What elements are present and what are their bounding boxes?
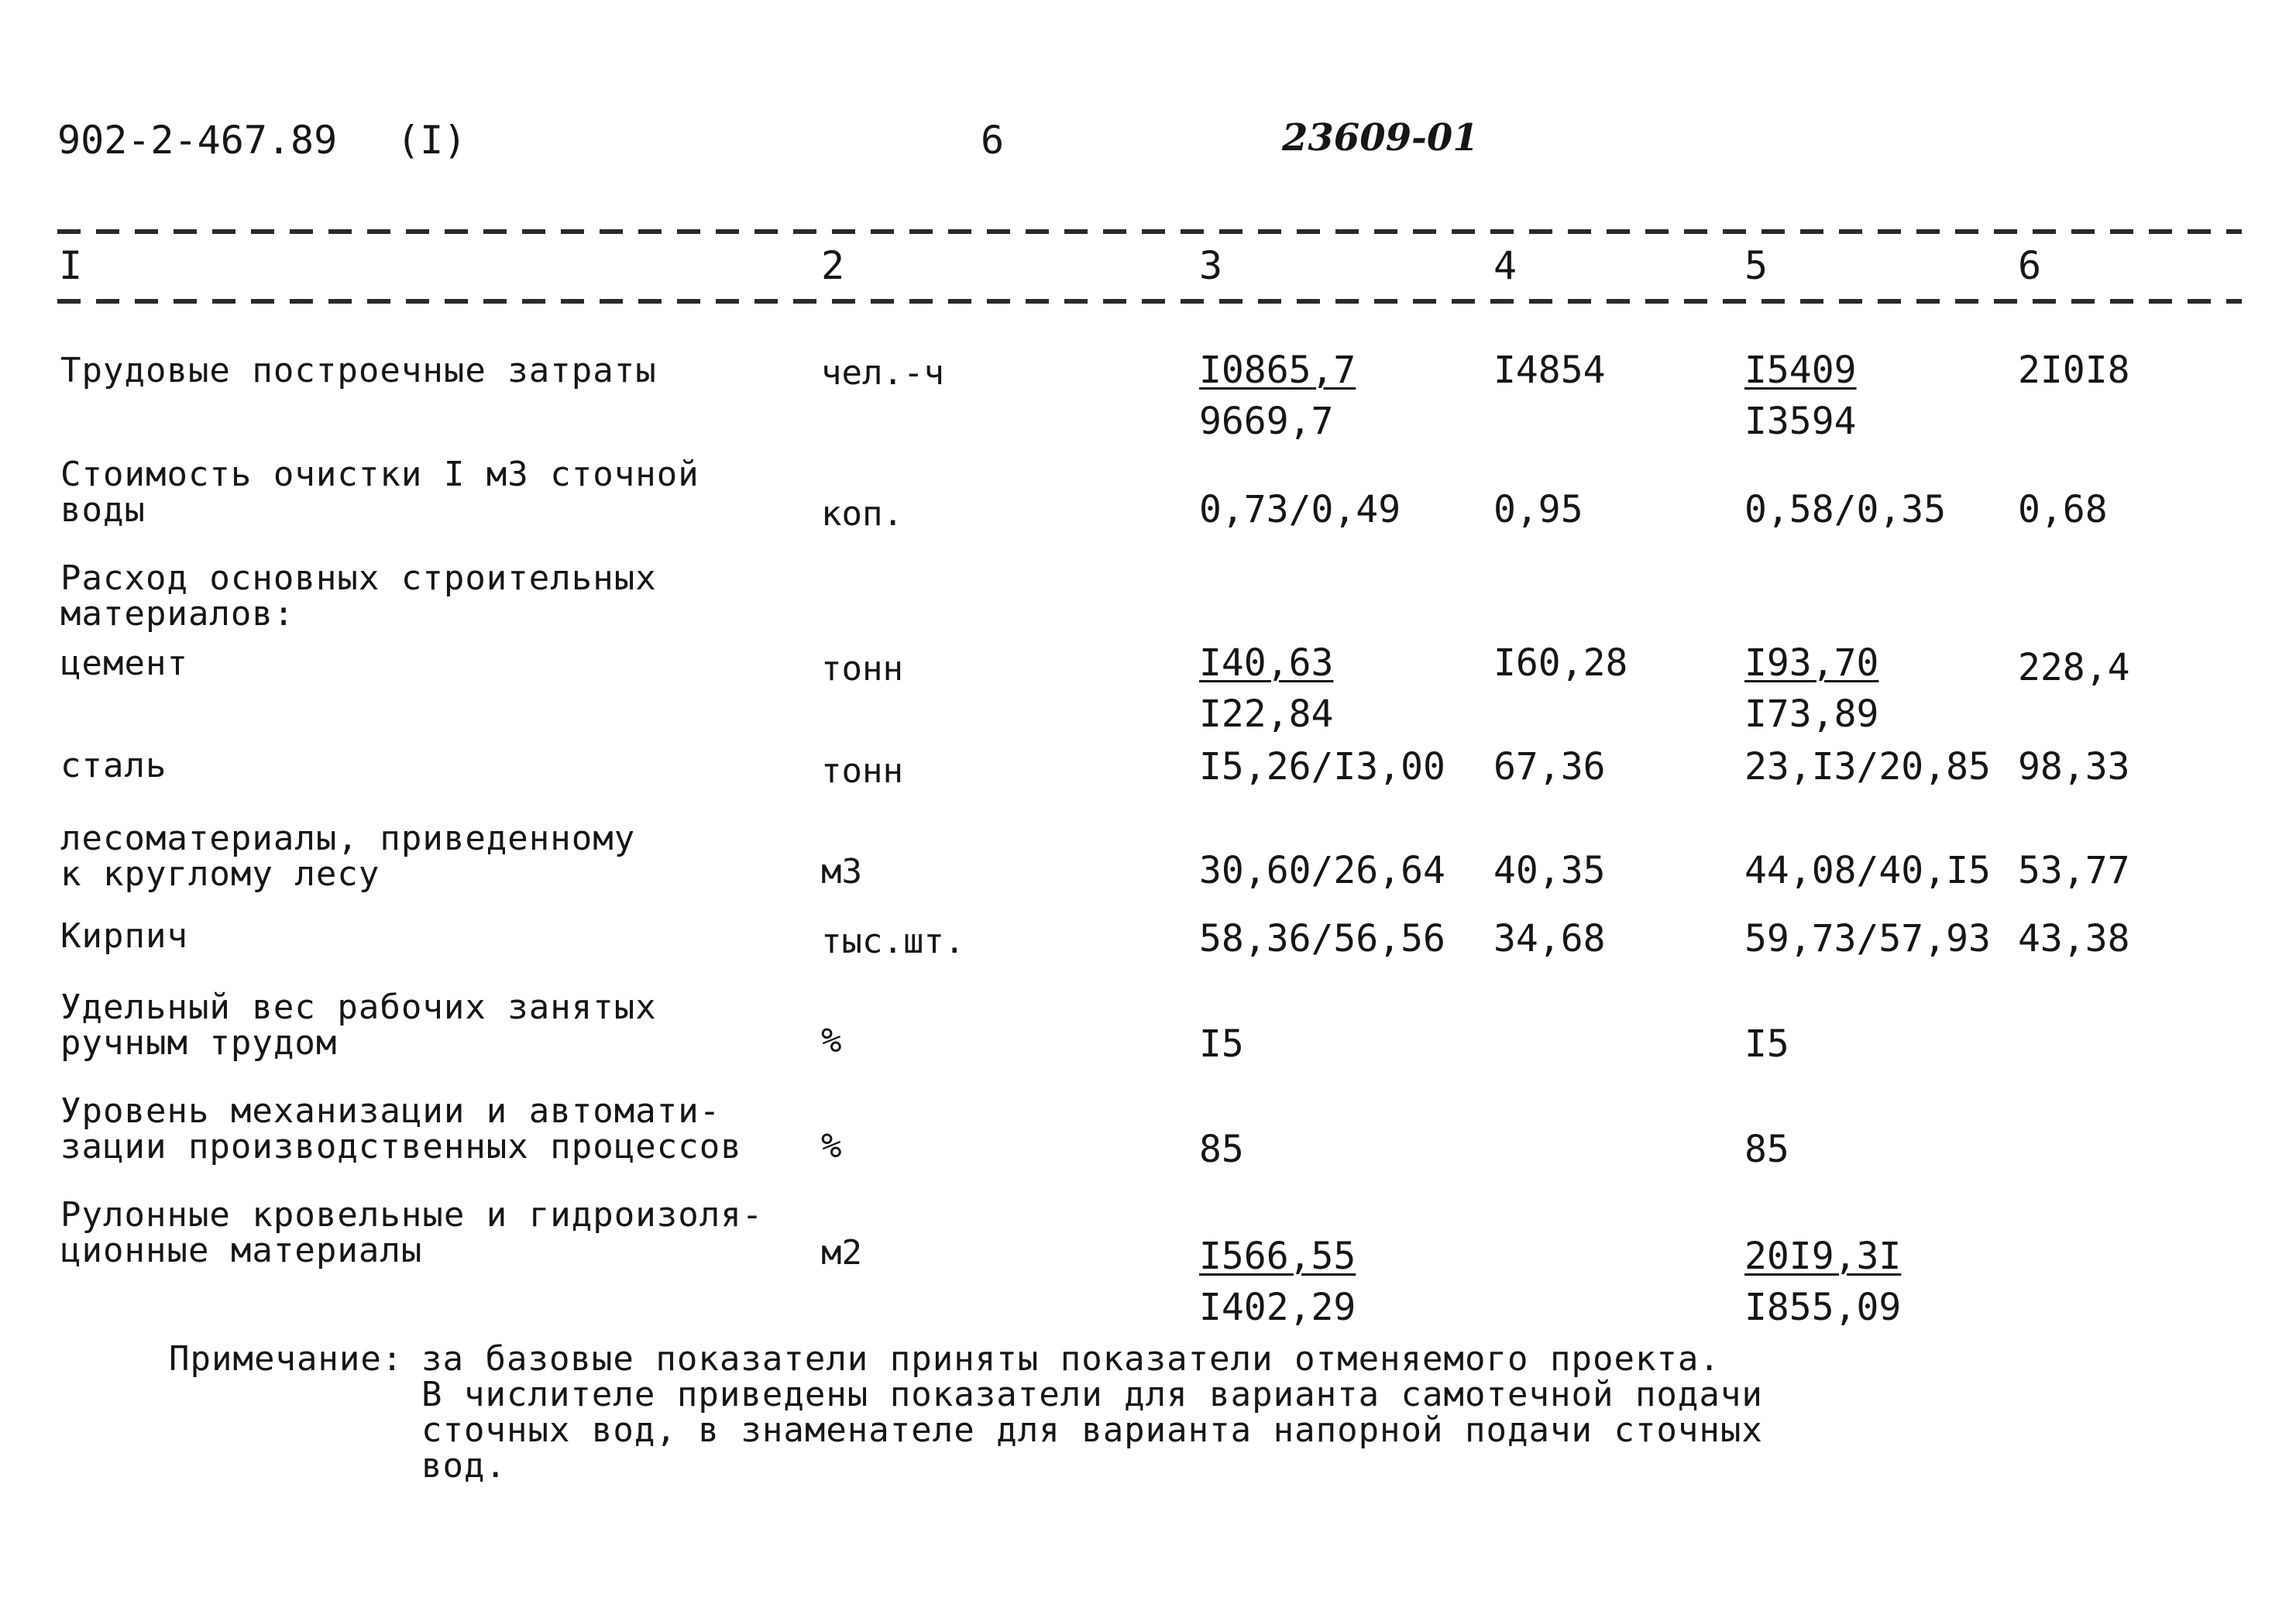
row-unit: %: [821, 1126, 842, 1166]
page-number: 6: [981, 118, 1005, 163]
cell-col5: 59,73/57,93: [1744, 917, 1991, 960]
cell-col4: I4854: [1493, 349, 1606, 392]
top-dashed-rule: [57, 229, 2242, 234]
cell-col3: 85: [1199, 1128, 1244, 1171]
cell-col6: 228,4: [2018, 646, 2130, 689]
row-unit: тыс.шт.: [821, 922, 965, 961]
row-label-manual-labor-share: Удельный вес рабочих занятых ручным трудом: [60, 988, 657, 1063]
cell-col6: 98,33: [2018, 745, 2130, 788]
cell-col4: I60,28: [1493, 641, 1628, 685]
cell-col4: 34,68: [1493, 917, 1606, 960]
cell-col3: I5,26/I3,00: [1199, 745, 1445, 788]
cell-col4: 67,36: [1493, 745, 1606, 788]
document-code: 902-2-467.89: [57, 118, 338, 163]
row-label-timber: лесоматериалы, приведенному к круглому лесу: [60, 819, 636, 894]
cell-col5: 44,08/40,I5: [1744, 849, 1991, 892]
column-number-3: 3: [1199, 243, 1223, 288]
cell-col3-numerator: I0865,7: [1199, 349, 1356, 392]
cell-col5: 23,I3/20,85: [1744, 745, 1991, 788]
column-number-2: 2: [821, 243, 845, 288]
cell-col4: 0,95: [1493, 488, 1583, 531]
row-unit: чел.-ч: [821, 353, 944, 393]
cell-col3: 58,36/56,56: [1199, 917, 1445, 960]
row-unit: тонн: [821, 751, 903, 791]
cell-col6: 53,77: [2018, 849, 2130, 892]
cell-col5-denominator: I3594: [1744, 400, 1857, 443]
cell-col6: 0,68: [2018, 488, 2108, 531]
row-unit: тонн: [821, 649, 903, 689]
row-label-roofing-materials: Рулонные кровельные и гидроизоля- ционные материалы: [60, 1195, 764, 1270]
row-label-cement: цемент: [60, 644, 188, 683]
row-label-labor-costs: Трудовые построечные затраты: [60, 351, 657, 390]
row-label-brick: Кирпич: [60, 916, 188, 956]
row-label-mechanization-level: Уровень механизации и автомати- зации производственных процессов: [60, 1091, 742, 1166]
note-text: за базовые показатели приняты показатели отменяемого проекта. В числителе приведены показатели для варианта самотечной подачи сточных вод, в знаменателе для варианта напорной подачи сточных вод.: [421, 1339, 1763, 1486]
cell-col3-denominator: I402,29: [1199, 1286, 1356, 1329]
column-number-4: 4: [1493, 243, 1517, 288]
cell-col5-denominator: I73,89: [1744, 692, 1879, 736]
handwritten-code: 23609-01: [1282, 116, 1479, 160]
cell-col4: 40,35: [1493, 849, 1606, 892]
cell-col5-numerator: I93,70: [1744, 641, 1879, 685]
row-unit: %: [821, 1021, 842, 1060]
note-title: Примечание:: [169, 1339, 404, 1379]
cell-col3-denominator: I22,84: [1199, 692, 1334, 736]
cell-col3-numerator: I566,55: [1199, 1235, 1356, 1278]
document-part: (I): [397, 118, 467, 163]
cell-col3: I5: [1199, 1022, 1244, 1066]
cell-col3: 30,60/26,64: [1199, 849, 1445, 892]
header-dashed-rule: [57, 299, 2242, 304]
cell-col3-denominator: 9669,7: [1199, 400, 1334, 443]
row-unit: м2: [821, 1233, 862, 1273]
row-unit: коп.: [821, 494, 903, 534]
cell-col5-denominator: I855,09: [1744, 1286, 1902, 1329]
cell-col6: 2I0I8: [2018, 349, 2130, 392]
cell-col5: 0,58/0,35: [1744, 488, 1947, 531]
cell-col3: 0,73/0,49: [1199, 488, 1401, 531]
row-unit: м3: [821, 852, 862, 892]
row-label-treatment-cost: Стоимость очистки I м3 сточной воды: [60, 455, 699, 530]
column-number-6: 6: [2018, 243, 2042, 288]
cell-col5: 85: [1744, 1128, 1789, 1171]
column-number-5: 5: [1744, 243, 1768, 288]
row-label-materials-section: Расход основных строительных материалов:: [60, 558, 657, 634]
cell-col5-numerator: I5409: [1744, 349, 1857, 392]
cell-col6: 43,38: [2018, 917, 2130, 960]
column-number-1: I: [59, 243, 83, 288]
row-label-steel: сталь: [60, 746, 167, 785]
cell-col5: I5: [1744, 1022, 1789, 1066]
cell-col3-numerator: I40,63: [1199, 641, 1334, 685]
cell-col5-numerator: 20I9,3I: [1744, 1235, 1902, 1278]
